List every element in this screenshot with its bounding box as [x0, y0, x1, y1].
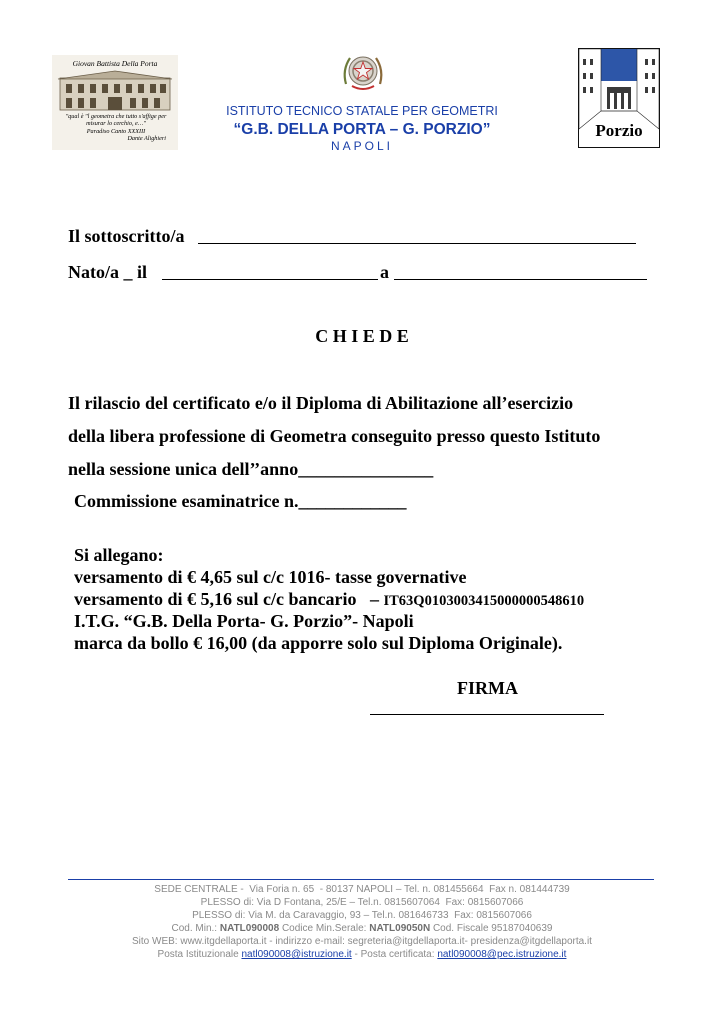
footer-text: Posta Istituzionale [157, 949, 242, 960]
footer-divider [68, 879, 654, 880]
footer-line [0, 923, 724, 934]
logo-name: Giovan Battista Della Porta [72, 59, 158, 68]
name-blank-line [198, 243, 636, 244]
born-label: Nato/a _ il [68, 262, 147, 282]
body-line: della libera professione di Geometra conseguito presso questo Istituto [68, 426, 601, 446]
attachment-item: versamento di € 4,65 sul c/c 1016- tasse governative [74, 567, 467, 587]
quote-line: misurar lo cerchio, e…" [86, 120, 146, 128]
footer-line: Sito WEB: www.itgdellaporta.it - indirizzo e-mail: segreteria@itgdellaporta.it- presidenza@itgdellaporta.it [132, 936, 592, 947]
porzio-logo-text: Porzio [595, 121, 643, 140]
birthdate-blank-line [162, 279, 378, 280]
footer-line: PLESSO di: Via D Fontana, 25/E – Tel.n. 0815607064 Fax: 0815607066 [200, 897, 524, 908]
italian-republic-emblem-icon [340, 48, 386, 94]
school-logo-right [578, 48, 660, 148]
footer-line: PLESSO di: Via M. da Caravaggio, 93 – Tel.n. 081646733 Fax: 0815607066 [192, 910, 532, 921]
evening-code: NATL09050N [369, 923, 431, 934]
signature-blank-line [370, 714, 604, 715]
institute-name: “G.B. DELLA PORTA – G. PORZIO” [233, 121, 491, 138]
attachments-title: Si allegano: [74, 545, 164, 565]
quote-line: "qual è "l geometra che tutto s'affige per [65, 113, 167, 120]
footer-text: Cod. Min.: [171, 923, 220, 934]
institutional-email-link[interactable]: natl090008@istruzione.it [241, 949, 352, 960]
footer-text: Codice Min.Serale: [279, 923, 370, 934]
footer-text: Cod. Fiscale 95187040639 [430, 923, 553, 934]
undersigned-label: Il sottoscritto/a [68, 226, 185, 246]
birthplace-blank-line [394, 279, 647, 280]
institute-city: NAPOLI [330, 139, 393, 153]
signature-label: FIRMA [457, 678, 518, 698]
quote-line: Dante Alighieri [127, 135, 166, 143]
ministry-code: NATL090008 [219, 923, 280, 934]
footer-text: - Posta certificata: [351, 949, 438, 960]
footer-line [0, 949, 724, 960]
attachment-item: I.T.G. “G.B. Della Porta- G. Porzio”- Napoli [74, 611, 414, 631]
attachment-item: marca da bollo € 16,00 (da apporre solo sul Diploma Originale). [74, 633, 563, 653]
certified-email-link[interactable]: natl090008@pec.istruzione.it [437, 949, 567, 960]
footer-line: SEDE CENTRALE - Via Foria n. 65 - 80137 NAPOLI – Tel. n. 081455664 Fax n. 081444739 [154, 884, 570, 895]
body-line: nella sessione unica dell’’anno_______________ [68, 459, 434, 479]
body-line: Il rilascio del certificato e/o il Diploma di Abilitazione all’esercizio [68, 393, 574, 413]
request-heading: C H I E D E [315, 326, 409, 346]
institute-type: ISTITUTO TECNICO STATALE PER GEOMETRI [226, 104, 498, 118]
iban-code: IT63Q0103003415000000548610 [383, 593, 585, 609]
attachment-text: versamento di € 5,16 sul c/c bancario – [74, 589, 384, 609]
attachment-item [74, 589, 584, 610]
quote-line: Paradiso Canto XXXIII [86, 127, 146, 135]
commission-line: Commissione esaminatrice n.____________ [74, 491, 407, 511]
born-at-label: a [380, 262, 389, 282]
